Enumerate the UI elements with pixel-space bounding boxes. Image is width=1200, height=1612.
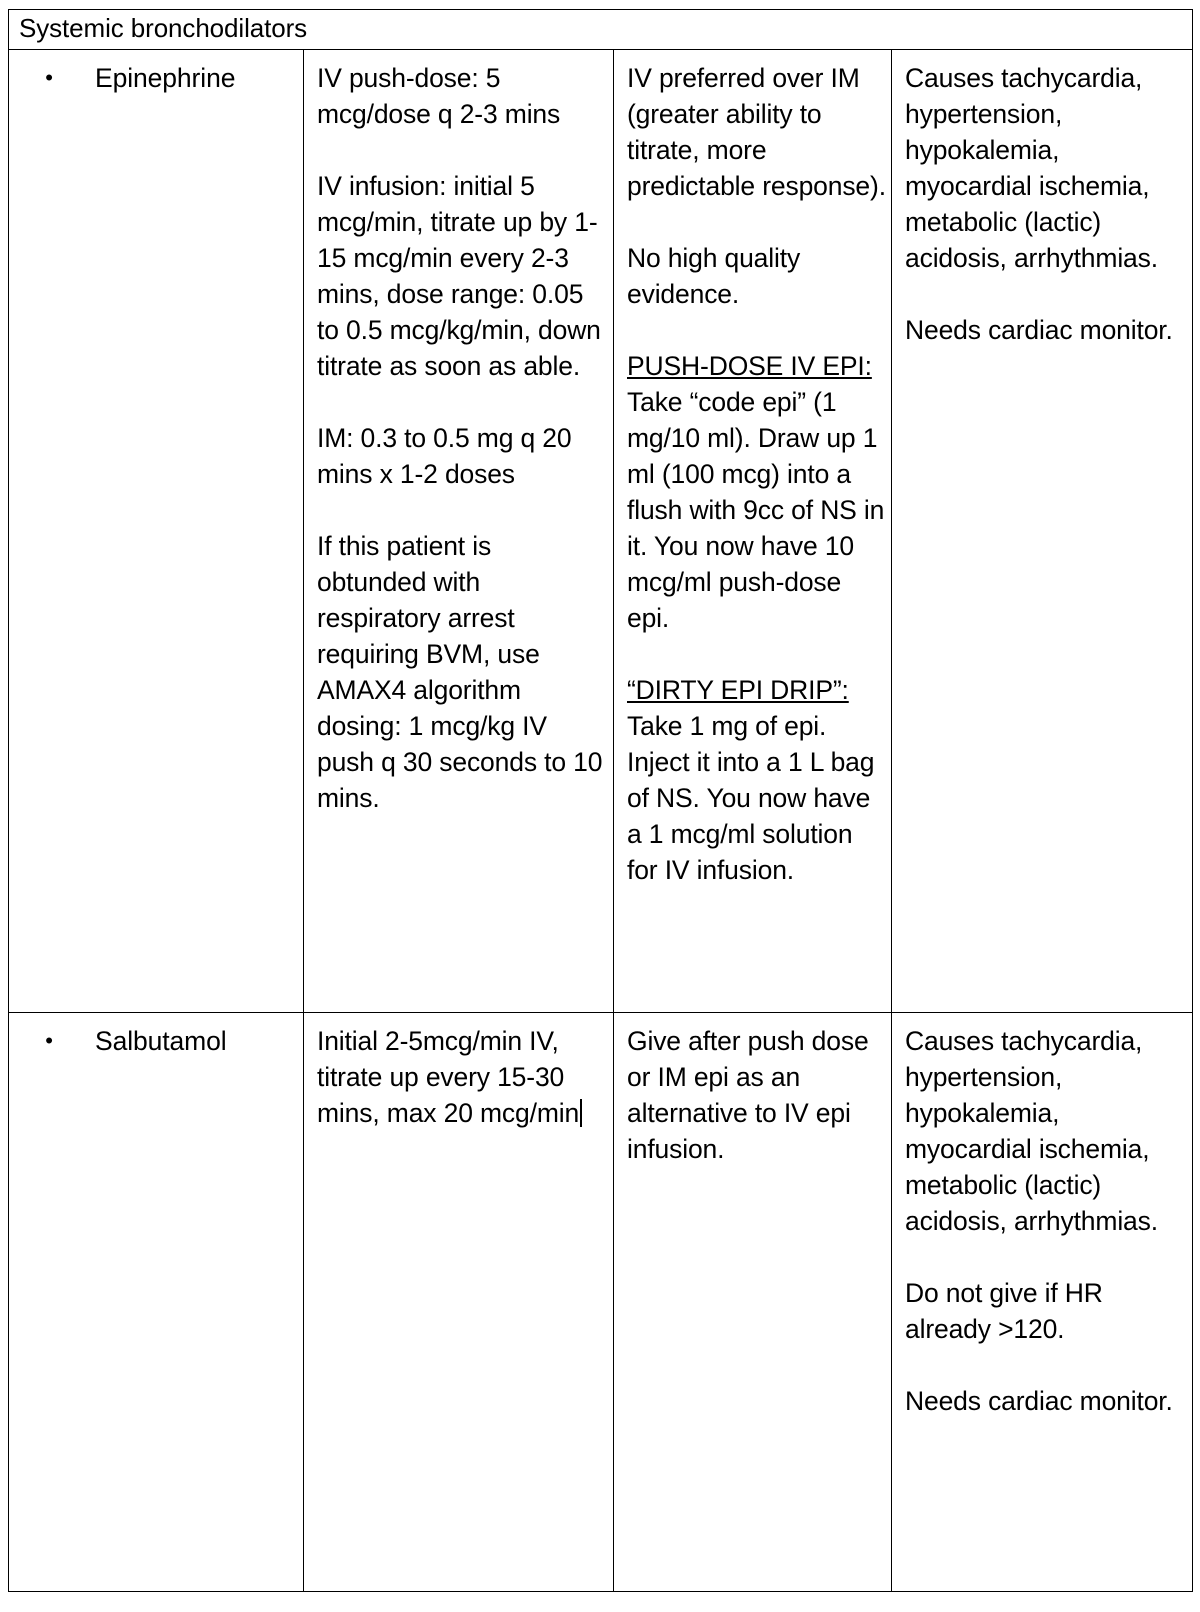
dosing-text: Initial 2-5mcg/min IV, titrate up every 15-30 mins, max 20 mcg/min bbox=[317, 1026, 580, 1128]
adverse-effects-paragraph: Causes tachycardia, hypertension, hypokalemia, myocardial ischemia, metabolic (lactic) acidosis, arrhythmias. bbox=[905, 1026, 1158, 1236]
dosing-paragraph: If this patient is obtunded with respiratory arrest requiring BVM, use AMAX4 algorithm dosing: 1 mcg/kg IV push q 30 seconds to 10 mins. bbox=[317, 531, 603, 813]
notes-paragraph: No high quality evidence. bbox=[627, 243, 801, 309]
push-dose-body: Take “code epi” (1 mg/10 ml). Draw up 1 ml (100 mcg) into a flush with 9cc of NS in it. You now have 10 mcg/ml push-dose epi. bbox=[627, 387, 885, 633]
dosing-paragraph: IM: 0.3 to 0.5 mg q 20 mins x 1-2 doses bbox=[317, 423, 572, 489]
dosing-paragraph bbox=[317, 1023, 607, 1131]
dirty-epi-drip-body: Take 1 mg of epi. Inject it into a 1 L bag of NS. You now have a 1 mcg/ml solution for IV infusion. bbox=[627, 711, 875, 885]
bullet-icon: • bbox=[45, 65, 53, 90]
push-dose-heading: PUSH-DOSE IV EPI: bbox=[627, 351, 872, 381]
dirty-epi-drip-heading: “DIRTY EPI DRIP”: bbox=[627, 675, 849, 705]
systemic-bronchodilators-table bbox=[8, 9, 1193, 1592]
section-title-cell bbox=[9, 10, 1193, 50]
adverse-effects-paragraph: Causes tachycardia, hypertension, hypokalemia, myocardial ischemia, metabolic (lactic) acidosis, arrhythmias. bbox=[905, 63, 1158, 273]
notes-paragraph: Give after push dose or IM epi as an alternative to IV epi infusion. bbox=[627, 1026, 869, 1164]
drug-name-label: Epinephrine bbox=[95, 63, 236, 93]
adverse-effects-cell-epinephrine bbox=[892, 50, 1193, 1013]
adverse-effects-cell-salbutamol bbox=[892, 1013, 1193, 1592]
section-title: Systemic bronchodilators bbox=[19, 13, 308, 43]
table-header-row bbox=[9, 10, 1193, 50]
dosing-paragraph: IV infusion: initial 5 mcg/min, titrate up by 1-15 mcg/min every 2-3 mins, dose range: 0.05 to 0.5 mcg/kg/min, down titrate as soon as able. bbox=[317, 171, 601, 381]
push-dose-block bbox=[627, 348, 889, 636]
dosing-cell-salbutamol[interactable] bbox=[304, 1013, 614, 1592]
adverse-effects-paragraph: Do not give if HR already >120. bbox=[905, 1278, 1103, 1344]
dosing-paragraph: IV push-dose: 5 mcg/dose q 2-3 mins bbox=[317, 63, 561, 129]
dirty-epi-drip-block bbox=[627, 672, 889, 888]
drug-name-label: Salbutamol bbox=[95, 1026, 227, 1056]
table-row bbox=[9, 50, 1193, 1013]
notes-cell-salbutamol bbox=[614, 1013, 892, 1592]
notes-cell-epinephrine bbox=[614, 50, 892, 1013]
table-row bbox=[9, 1013, 1193, 1592]
drug-name-cell-epinephrine bbox=[9, 50, 304, 1013]
notes-paragraph: IV preferred over IM (greater ability to titrate, more predictable response). bbox=[627, 63, 886, 201]
adverse-effects-paragraph: Needs cardiac monitor. bbox=[905, 1386, 1173, 1416]
drug-name-cell-salbutamol bbox=[9, 1013, 304, 1592]
adverse-effects-paragraph: Needs cardiac monitor. bbox=[905, 315, 1173, 345]
text-cursor bbox=[580, 1099, 582, 1127]
bullet-icon: • bbox=[45, 1028, 53, 1053]
dosing-cell-epinephrine bbox=[304, 50, 614, 1013]
